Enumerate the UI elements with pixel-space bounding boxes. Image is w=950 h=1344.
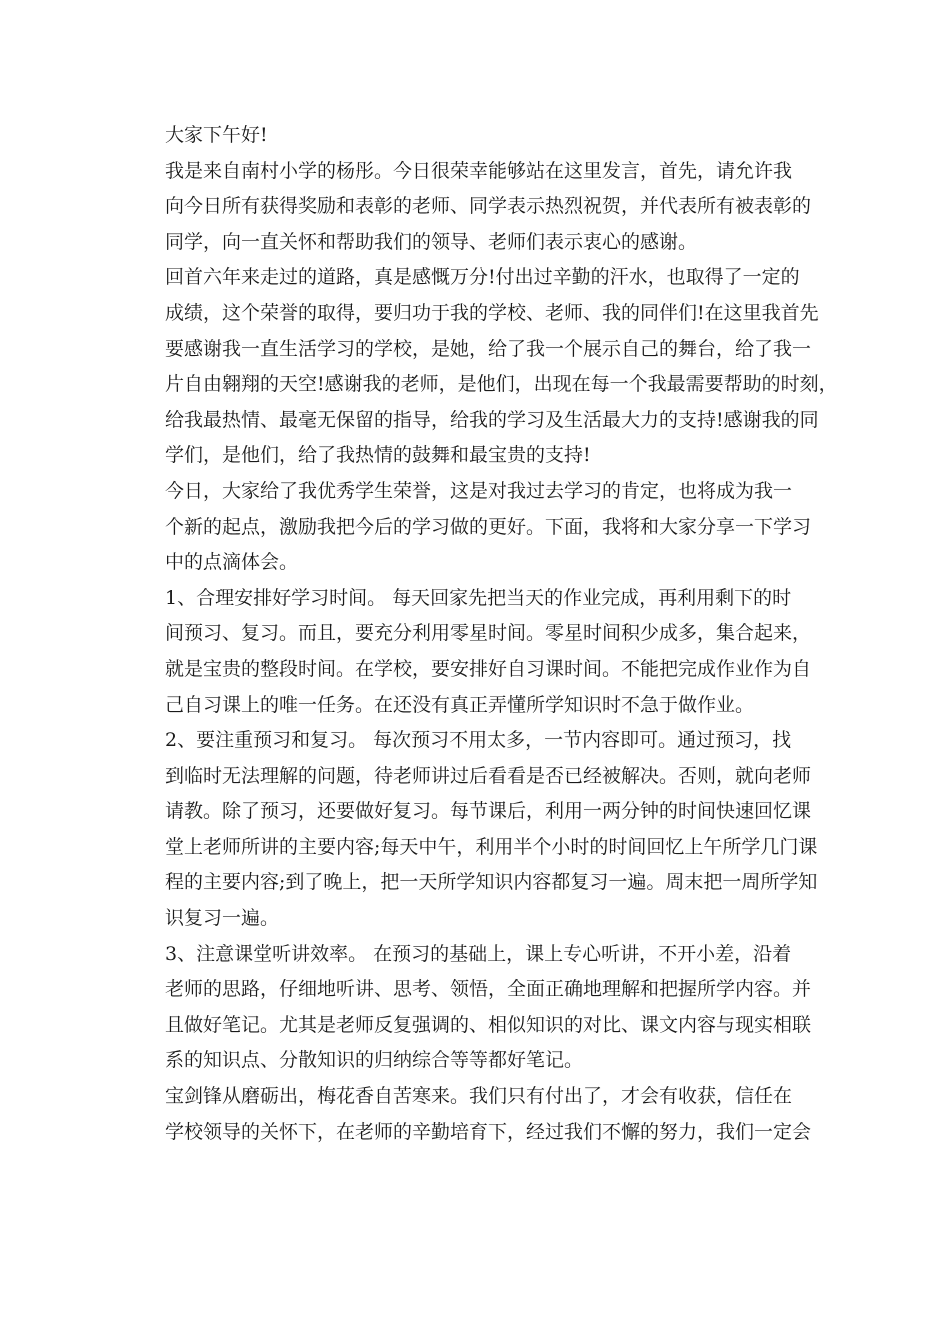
text-line: 间预习、复习。而且，要充分利用零星时间。零星时间积少成多，集合起来， bbox=[165, 622, 812, 645]
closing-paragraph bbox=[145, 1079, 820, 1150]
text-line: 己自习课上的唯一任务。在还没有真正弄懂所学知识时不急于做作业。 bbox=[165, 693, 755, 716]
honor-paragraph bbox=[145, 474, 820, 581]
text-line: 片自由翱翔的天空!感谢我的老师，是他们，出现在每一个我最需要帮助的时刻， bbox=[165, 373, 838, 396]
text-line: 大家下午好! bbox=[165, 124, 268, 146]
tip-3-paragraph bbox=[145, 937, 820, 1079]
document-page bbox=[145, 118, 838, 1150]
tip-2-paragraph bbox=[145, 723, 820, 937]
text-line: 要感谢我一直生活学习的学校，是她，给了我一个展示自己的舞台，给了我一 bbox=[165, 337, 812, 360]
text-line: 中的点滴体会。 bbox=[165, 551, 299, 574]
text-line: 今日，大家给了我优秀学生荣誉，这是对我过去学习的肯定，也将成为我一 bbox=[165, 479, 793, 502]
text-line: 识复习一遍。 bbox=[165, 907, 280, 930]
text-line: 1、合理安排好学习时间。 每天回家先把当天的作业完成，再利用剩下的时 bbox=[165, 586, 792, 609]
text-line: 老师的思路，仔细地听讲、思考、领悟，全面正确地理解和把握所学内容。并 bbox=[165, 978, 812, 1001]
text-line: 且做好笔记。尤其是老师反复强调的、相似知识的对比、课文内容与现实相联 bbox=[165, 1013, 812, 1036]
text-line: 3、注意课堂听讲效率。 在预习的基础上，课上专心听讲，不开小差，沿着 bbox=[165, 942, 792, 965]
text-line: 向今日所有获得奖励和表彰的老师、同学表示热烈祝贺，并代表所有被表彰的 bbox=[165, 195, 812, 218]
text-line: 程的主要内容;到了晚上，把一天所学知识内容都复习一遍。周末把一周所学知 bbox=[165, 871, 818, 894]
greeting-paragraph bbox=[145, 118, 820, 154]
intro-paragraph bbox=[145, 154, 820, 261]
text-line: 回首六年来走过的道路，真是感慨万分!付出过辛勤的汗水，也取得了一定的 bbox=[165, 266, 800, 289]
text-line: 到临时无法理解的问题，待老师讲过后看看是否已经被解决。否则，就向老师 bbox=[165, 764, 812, 787]
text-line: 个新的起点，激励我把今后的学习做的更好。下面，我将和大家分享一下学习 bbox=[165, 515, 812, 538]
text-line: 同学，向一直关怀和帮助我们的领导、老师们表示衷心的感谢。 bbox=[165, 230, 698, 253]
gratitude-paragraph bbox=[145, 260, 838, 474]
text-line: 请教。除了预习，还要做好复习。每节课后，利用一两分钟的时间快速回忆课 bbox=[165, 800, 812, 823]
text-line: 堂上老师所讲的主要内容;每天中午，利用半个小时的时间回忆上午所学几门课 bbox=[165, 835, 818, 858]
text-line: 宝剑锋从磨砺出，梅花香自苦寒来。我们只有付出了，才会有收获，信任在 bbox=[165, 1085, 793, 1108]
text-line: 2、要注重预习和复习。 每次预习不用太多，一节内容即可。通过预习，找 bbox=[165, 729, 792, 752]
text-line: 学校领导的关怀下，在老师的辛勤培育下，经过我们不懈的努力，我们一定会 bbox=[165, 1120, 812, 1143]
text-line: 系的知识点、分散知识的归纳综合等等都好笔记。 bbox=[165, 1049, 584, 1072]
text-line: 我是来自南村小学的杨彤。今日很荣幸能够站在这里发言，首先，请允许我 bbox=[165, 159, 793, 182]
text-line: 成绩，这个荣誉的取得，要归功于我的学校、老师、我的同伴们!在这里我首先 bbox=[165, 301, 819, 324]
text-line: 就是宝贵的整段时间。在学校，要安排好自习课时间。不能把完成作业作为自 bbox=[165, 657, 812, 680]
text-line: 给我最热情、最毫无保留的指导，给我的学习及生活最大力的支持!感谢我的同 bbox=[165, 408, 819, 431]
tip-1-paragraph bbox=[145, 581, 820, 723]
text-line: 学们，是他们，给了我热情的鼓舞和最宝贵的支持! bbox=[165, 444, 591, 467]
